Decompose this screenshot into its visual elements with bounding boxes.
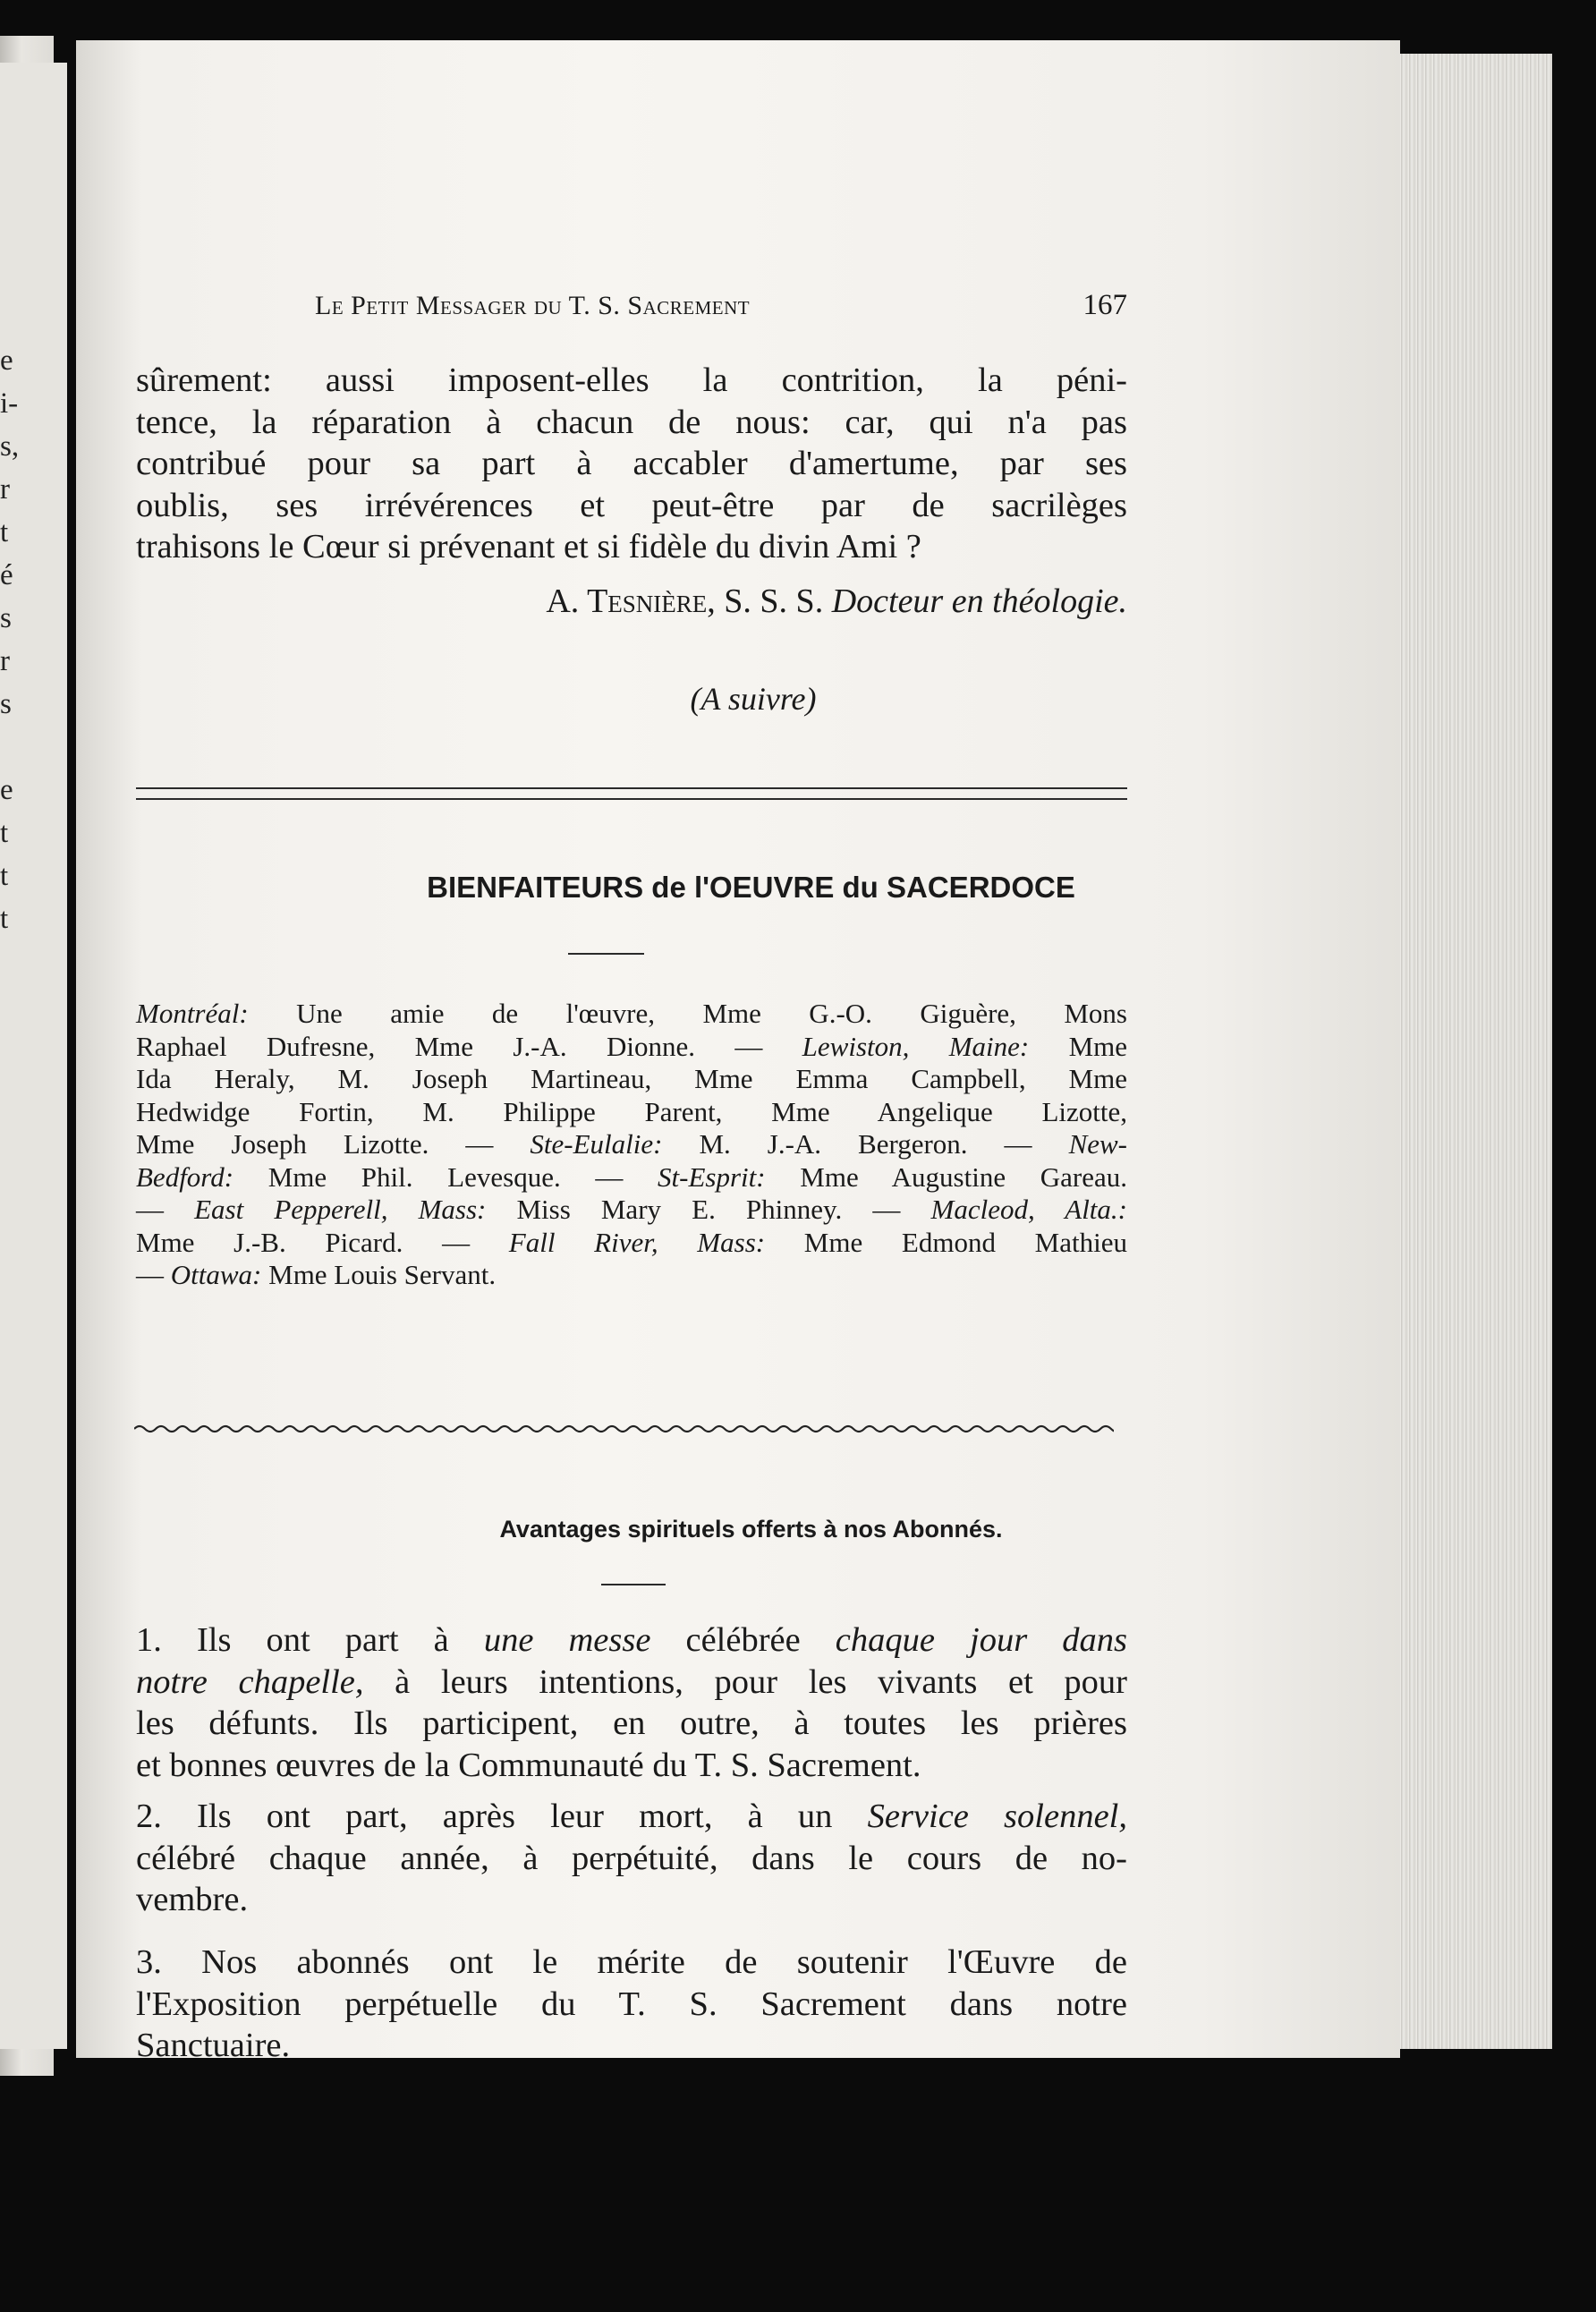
text-run: 2. Ils ont part, après leur mort, à un [136,1798,868,1835]
text-run: Raphael Dufresne, Mme J.-A. Dionne. — [136,1030,802,1062]
left-fragment: t [0,903,9,935]
avantage-item-2 [136,1796,1127,1921]
signature [136,582,1127,621]
italic-run: Fall River, Mass: [508,1226,766,1258]
text-run: Mme Louis Servant. [261,1259,497,1290]
body-line: oublis, ses irrévérences et peut-être par de sacrilèges [136,486,1127,524]
text-run: vembre. [136,1881,249,1918]
left-fragment [0,1070,14,1113]
text-line [136,1796,1127,1838]
italic-run: Bedford: [136,1160,234,1193]
text-run: Mme Augustine Gareau. [765,1160,1127,1193]
italic-run: New- [1068,1128,1127,1160]
bienfaiteurs-title: BIENFAITEURS de l'OEUVRE du SACERDOCE [427,871,1075,904]
text-line [136,1662,1127,1704]
text-line [136,1031,1127,1064]
header-title: Le Petit Messager du T. S. Sacrement [315,291,751,320]
text-run: et bonnes œuvres de la Communauté du T. S. Sacrement. [136,1746,921,1784]
text-run: M. J.-A. Bergeron. — [662,1128,1069,1160]
left-fragment [0,727,14,769]
italic-run: Ste-Eulalie: [530,1128,663,1160]
avantage-item-3 [136,1942,1127,2067]
text-line [136,1619,1127,1662]
left-fragment: r [0,645,10,677]
wavy-divider [134,1421,1114,1437]
text-line [136,2025,1127,2067]
author-name: A. Tesnière, S. S. S. [546,582,824,620]
left-fragment [0,984,14,1027]
text-run: Ida Heraly, M. Joseph Martineau, Mme Emma Campbell, Mme [136,1063,1127,1094]
text-run: les défunts. Ils participent, en outre, à toutes les prières [136,1704,1127,1742]
text-run: 1. Ils ont part à [136,1621,484,1659]
text-line [136,1063,1127,1096]
body-line: trahisons le Cœur si prévenant et si fidèle du divin Ami ? [136,528,921,565]
italic-run: Service solennel, [867,1798,1127,1835]
left-fragment: e [0,774,13,806]
text-run: à leurs intentions, pour les vivants et pour [363,1662,1127,1701]
left-fragment: s [0,602,12,634]
body-line: sûrement: aussi imposent-elles la contrition, la péni- [136,361,1127,399]
text-run: Miss Mary E. Phinney. — [486,1194,931,1225]
text-run: — [136,1259,171,1290]
page-number: 167 [1082,289,1127,321]
body-line: contribué pour sa part à accabler d'amertume, par ses [136,445,1127,482]
left-fragment: r [0,473,10,506]
left-fragment: t [0,817,9,849]
text-run: Une amie de l'œuvre, Mme G.-O. Giguère, Mons [248,998,1127,1029]
text-run: — [136,1194,195,1225]
text-run: Mme Joseph Lizotte. — [136,1128,531,1160]
text-line [136,1984,1127,2026]
italic-run: Montréal: [136,998,249,1029]
author-title: Docteur en théologie. [831,582,1127,620]
left-fragment [0,1113,14,1156]
text-line [136,1942,1127,1984]
italic-run: East Pepperell, Mass: [194,1194,487,1225]
italic-run: notre chapelle, [136,1662,364,1701]
running-header [136,291,1127,330]
text-run: 3. Nos abonnés ont le mérite de soutenir l'Œuvre de [136,1943,1127,1981]
text-line [136,998,1127,1031]
text-line [136,1879,1127,1921]
text-run: Mme J.-B. Picard. — [136,1226,509,1258]
short-rule-2 [601,1584,666,1585]
left-fragment: s, [0,430,20,463]
avantages-title: Avantages spirituels offerts à nos Abonnés. [499,1516,1003,1543]
text-line [136,1194,1127,1227]
text-line [136,1161,1127,1194]
left-page-text-fragments [0,340,20,1156]
italic-run: Ottawa: [170,1259,262,1290]
italic-run: une messe [483,1621,651,1659]
italic-run: St-Esprit: [658,1160,766,1193]
italic-run: chaque jour dans [835,1621,1127,1659]
left-fragment [0,1027,14,1070]
italic-run: Lewiston, Maine: [802,1030,1030,1062]
left-fragment: t [0,516,9,548]
text-line [136,1096,1127,1129]
text-line [136,1838,1127,1880]
short-rule-1 [568,953,644,955]
left-fragment: i- [0,387,19,420]
text-line [136,1227,1127,1260]
text-line [136,1703,1127,1745]
body-paragraph [136,360,1127,568]
text-run: Mme Phil. Levesque. — [233,1160,658,1193]
text-run: Hedwidge Fortin, M. Philippe Parent, Mme Angelique Lizotte, [136,1095,1127,1127]
text-line [136,1745,1127,1787]
text-line [136,1259,1127,1292]
italic-run: Macleod, Alta.: [930,1194,1127,1225]
body-line: tence, la réparation à chacun de nous: car, qui n'a pas [136,403,1127,441]
left-fragment: s [0,688,12,720]
left-fragment: e [0,344,13,377]
text-run: célébré chaque année, à perpétuité, dans le cours de no- [136,1839,1127,1877]
left-fragment [0,941,14,984]
text-run: l'Exposition perpétuelle du T. S. Sacrement dans notre [136,1985,1127,2023]
text-run: Mme Edmond Mathieu [765,1226,1127,1258]
left-fragment: é [0,559,13,591]
text-run: Sanctuaire. [136,2027,291,2064]
text-run: célébrée [650,1621,836,1659]
left-fragment: t [0,860,9,892]
text-line [136,1128,1127,1161]
text-run: Mme [1029,1030,1128,1062]
donor-list [136,998,1127,1292]
double-rule-divider [136,787,1127,800]
avantage-item-1 [136,1619,1127,1786]
to-be-continued: (A suivre) [690,681,817,717]
